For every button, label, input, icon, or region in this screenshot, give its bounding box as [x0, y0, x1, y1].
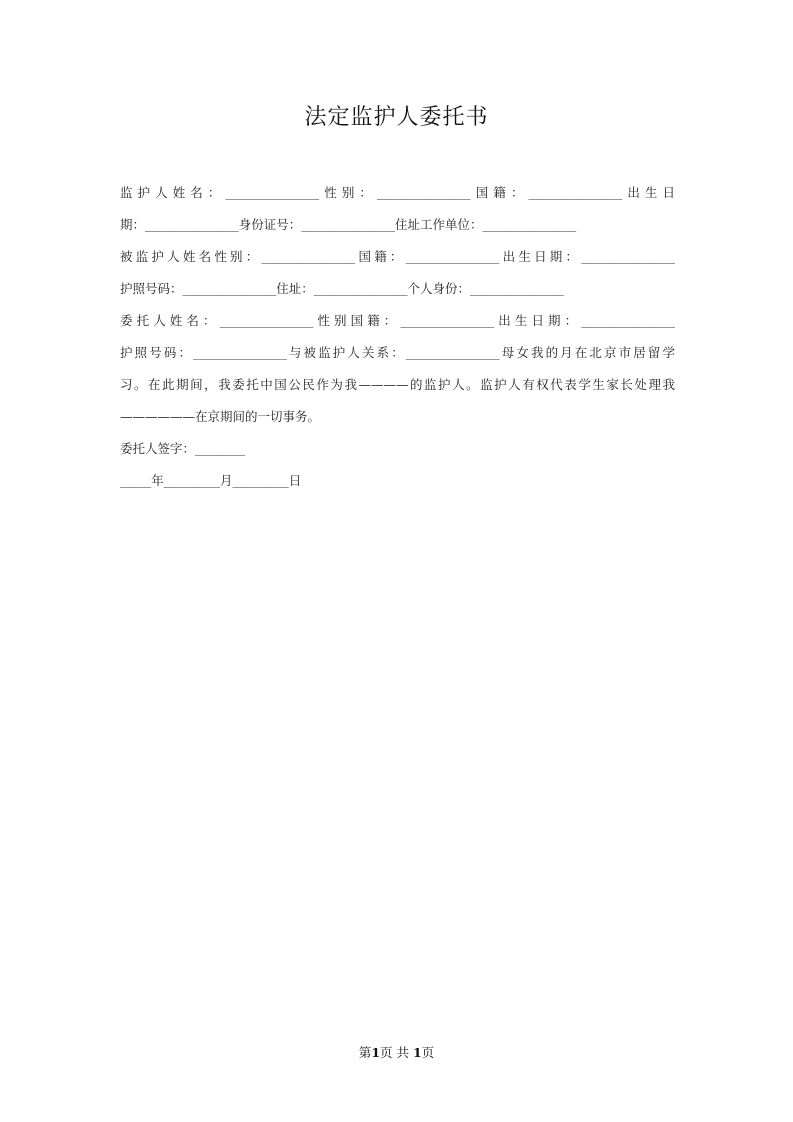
date-line: _____年_________月_________日 — [120, 473, 302, 488]
footer-middle: 页 共 — [380, 1045, 413, 1060]
text-line-authorization-end: ——————在京期间的一切事务。 — [120, 409, 321, 424]
text-line-principal-name: 委托人姓名：_______________性别国籍：_______________出生日期：_______________ — [120, 313, 675, 328]
footer-suffix: 页 — [421, 1045, 435, 1060]
text-line-guardian-name: 监护人姓名：_______________性别：_______________国籍：_______________出生日 — [120, 185, 675, 200]
text-line-ward-name: 被监护人姓名性别：_______________国籍：_______________出生日期：_______________ — [120, 249, 675, 264]
document-title: 法定监护人委托书 — [304, 105, 489, 130]
text-line-guardian-id: 期：_______________身份证号：_______________住址工作单位：_______________ — [120, 217, 577, 232]
text-line-authorization: 习。在此期间，我委托中国公民作为我————的监护人。监护人有权代表学生家长处理我 — [120, 377, 675, 392]
footer-total-pages: 1 — [412, 1045, 422, 1060]
document-body — [120, 180, 675, 500]
footer-prefix: 第 — [358, 1045, 372, 1060]
footer-page-number: 1 — [371, 1045, 381, 1060]
text-line-principal-passport: 护照号码：_______________与被监护人关系：_______________母女我的月在北京市居留学 — [120, 345, 675, 360]
signature-line: 委托人签字：________ — [120, 441, 246, 456]
text-line-ward-passport: 护照号码：_______________住址：_______________个人身份：_______________ — [120, 281, 564, 296]
page-footer — [0, 1043, 793, 1061]
